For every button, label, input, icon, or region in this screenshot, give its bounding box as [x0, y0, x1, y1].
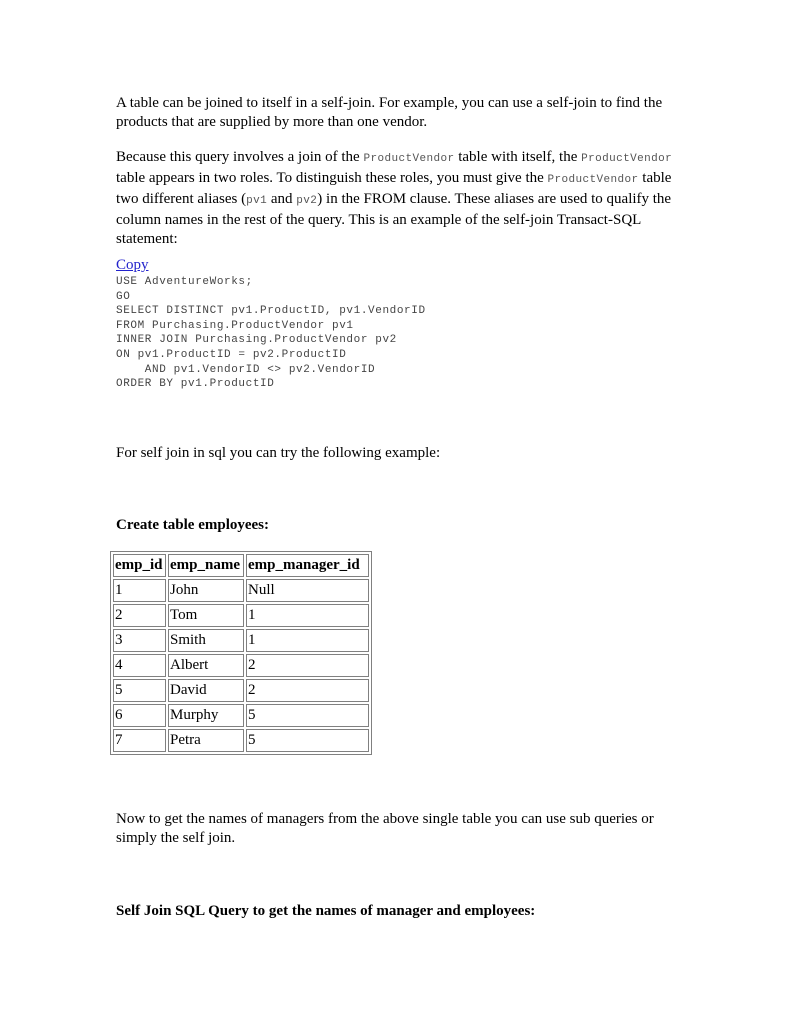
table-header-row: [113, 554, 369, 577]
cell-emp-name: John: [168, 579, 244, 602]
managers-paragraph: Now to get the names of managers from the above single table you can use sub queries or simply the self join.: [116, 811, 654, 846]
table-row: [113, 579, 369, 602]
cell-emp-id: 6: [113, 704, 166, 727]
employees-table: [110, 551, 372, 755]
code-line: ORDER BY pv1.ProductID: [116, 378, 275, 391]
cell-emp-id: 5: [113, 679, 166, 702]
code-line: FROM Purchasing.ProductVendor pv1: [116, 319, 354, 332]
cell-emp-id: 3: [113, 629, 166, 652]
inline-code-pv2: pv2: [296, 195, 318, 207]
cell-emp-id: 2: [113, 604, 166, 627]
cell-emp-name: Petra: [168, 729, 244, 752]
code-line: GO: [116, 290, 131, 303]
cell-emp-manager-id: 2: [246, 654, 369, 677]
cell-emp-manager-id: 5: [246, 729, 369, 752]
table-row: [113, 604, 369, 627]
inline-code-productvendor-1: ProductVendor: [363, 153, 455, 165]
cell-emp-id: 7: [113, 729, 166, 752]
cell-emp-manager-id: 2: [246, 679, 369, 702]
create-table-heading: Create table employees:: [116, 517, 270, 533]
table-row: [113, 629, 369, 652]
cell-emp-name: David: [168, 679, 244, 702]
header-emp-manager-id: emp_manager_id: [246, 554, 369, 577]
cell-emp-manager-id: 5: [246, 704, 369, 727]
cell-emp-name: Albert: [168, 654, 244, 677]
explain-text-2: table with itself, the: [454, 149, 582, 165]
cell-emp-id: 4: [113, 654, 166, 677]
copy-link[interactable]: Copy: [116, 257, 149, 273]
explain-text-6: ) in the FROM clause. These aliases are used to qualify the column names in the rest of the query. This is an example of the self-join Transact-SQL statement:: [116, 191, 672, 247]
table-row: [113, 729, 369, 752]
cell-emp-name: Tom: [168, 604, 244, 627]
explain-text-4: table two different aliases (: [116, 170, 672, 207]
inline-code-productvendor-2: ProductVendor: [581, 153, 673, 165]
cell-emp-manager-id: Null: [246, 579, 369, 602]
cell-emp-manager-id: 1: [246, 629, 369, 652]
explain-text-5: and: [267, 191, 297, 207]
sql-code-block: [116, 275, 426, 392]
cell-emp-manager-id: 1: [246, 604, 369, 627]
table-row: [113, 654, 369, 677]
self-join-query-heading: Self Join SQL Query to get the names of manager and employees:: [116, 903, 536, 919]
self-join-intro: For self join in sql you can try the following example:: [116, 445, 441, 461]
code-line: ON pv1.ProductID = pv2.ProductID: [116, 348, 347, 361]
explain-text-1: Because this query involves a join of the: [116, 149, 364, 165]
intro-paragraph: A table can be joined to itself in a self-join. For example, you can use a self-join to find the products that are supplied by more than one vendor.: [116, 95, 663, 130]
explain-text-3: table appears in two roles. To distinguish these roles, you must give the: [116, 170, 548, 186]
code-line: USE AdventureWorks;: [116, 276, 253, 288]
inline-code-productvendor-3: ProductVendor: [547, 174, 639, 186]
table-row: [113, 679, 369, 702]
cell-emp-id: 1: [113, 579, 166, 602]
explain-paragraph: [116, 148, 686, 249]
cell-emp-name: Smith: [168, 629, 244, 652]
inline-code-pv1: pv1: [246, 195, 268, 207]
code-line: AND pv1.VendorID <> pv2.VendorID: [116, 363, 376, 376]
table-row: [113, 704, 369, 727]
code-line: SELECT DISTINCT pv1.ProductID, pv1.VendorID: [116, 305, 426, 318]
cell-emp-name: Murphy: [168, 704, 244, 727]
code-line: INNER JOIN Purchasing.ProductVendor pv2: [116, 334, 397, 347]
header-emp-id: emp_id: [113, 554, 166, 577]
header-emp-name: emp_name: [168, 554, 244, 577]
